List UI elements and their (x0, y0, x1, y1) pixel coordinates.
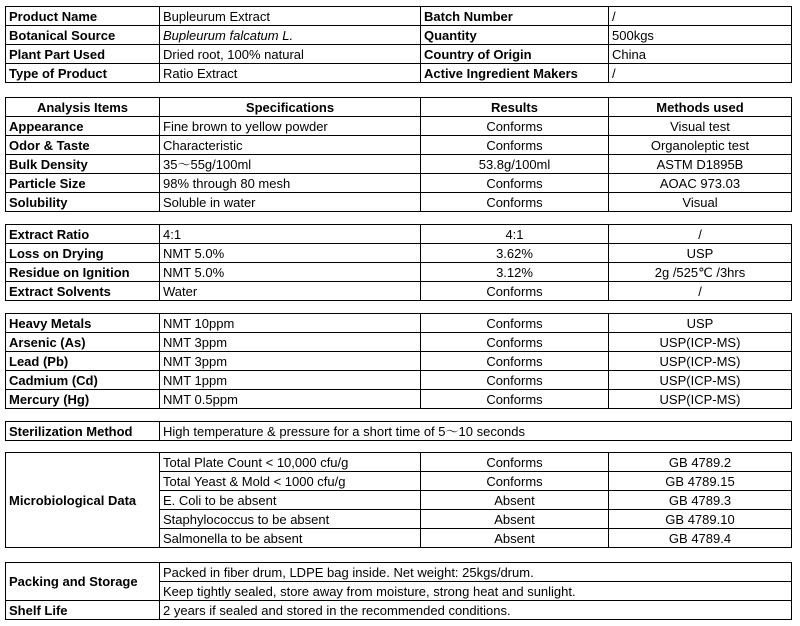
table-row (6, 282, 792, 301)
method: GB 4789.3 (609, 491, 792, 510)
result: 4:1 (421, 225, 609, 244)
result: 3.62% (421, 244, 609, 263)
table-row (6, 117, 792, 136)
header-results: Results (421, 98, 609, 117)
table-row (6, 453, 792, 472)
product-info-table (5, 6, 792, 83)
spec: NMT 5.0% (160, 244, 421, 263)
result: Conforms (421, 333, 609, 352)
method: USP(ICP-MS) (609, 333, 792, 352)
method: USP (609, 314, 792, 333)
spec: Staphylococcus to be absent (160, 510, 421, 529)
method: ASTM D1895B (609, 155, 792, 174)
item: Particle Size (6, 174, 160, 193)
method: GB 4789.10 (609, 510, 792, 529)
product-name-label: Product Name (6, 7, 160, 26)
spec: Total Yeast & Mold < 1000 cfu/g (160, 472, 421, 491)
microbiological-label: Microbiological Data (6, 453, 160, 548)
item: Loss on Drying (6, 244, 160, 263)
result: Absent (421, 491, 609, 510)
result: Absent (421, 529, 609, 548)
result: Conforms (421, 371, 609, 390)
item: Mercury (Hg) (6, 390, 160, 409)
item: Appearance (6, 117, 160, 136)
table-row (6, 422, 792, 441)
item: Heavy Metals (6, 314, 160, 333)
method: Visual test (609, 117, 792, 136)
product-type-value: Ratio Extract (160, 64, 421, 83)
result: 53.8g/100ml (421, 155, 609, 174)
microbiological-table (5, 452, 792, 548)
spec: NMT 0.5ppm (160, 390, 421, 409)
spec: NMT 5.0% (160, 263, 421, 282)
info-row (6, 26, 792, 45)
table-row (6, 136, 792, 155)
packing-table (5, 562, 792, 620)
method: USP(ICP-MS) (609, 352, 792, 371)
header-analysis-items: Analysis Items (6, 98, 160, 117)
result: Conforms (421, 136, 609, 155)
sterilization-label: Sterilization Method (6, 422, 160, 441)
table-row (6, 333, 792, 352)
table-row (6, 174, 792, 193)
table-row (6, 263, 792, 282)
table-row (6, 225, 792, 244)
result: Conforms (421, 390, 609, 409)
result: Conforms (421, 472, 609, 491)
header-methods: Methods used (609, 98, 792, 117)
item: Extract Ratio (6, 225, 160, 244)
analysis-table-1 (5, 97, 792, 212)
table-row (6, 371, 792, 390)
country-origin-label: Country of Origin (421, 45, 609, 64)
shelf-life-label: Shelf Life (6, 601, 160, 620)
table-row (6, 563, 792, 582)
spec: Soluble in water (160, 193, 421, 212)
info-row (6, 7, 792, 26)
analysis-table-2 (5, 224, 792, 301)
analysis-table-3 (5, 313, 792, 409)
method: / (609, 225, 792, 244)
plant-part-value: Dried root, 100% natural (160, 45, 421, 64)
spec: Characteristic (160, 136, 421, 155)
active-makers-value: / (609, 64, 792, 83)
result: 3.12% (421, 263, 609, 282)
spec: 35～55g/100ml (160, 155, 421, 174)
active-makers-label: Active Ingredient Makers (421, 64, 609, 83)
spec: NMT 10ppm (160, 314, 421, 333)
item: Arsenic (As) (6, 333, 160, 352)
table-row (6, 244, 792, 263)
spec: NMT 1ppm (160, 371, 421, 390)
item: Odor & Taste (6, 136, 160, 155)
result: Conforms (421, 174, 609, 193)
packing-line-2: Keep tightly sealed, store away from moisture, strong heat and sunlight. (160, 582, 792, 601)
method: Organoleptic test (609, 136, 792, 155)
batch-number-label: Batch Number (421, 7, 609, 26)
item: Cadmium (Cd) (6, 371, 160, 390)
result: Conforms (421, 314, 609, 333)
spec: Total Plate Count < 10,000 cfu/g (160, 453, 421, 472)
method: Visual (609, 193, 792, 212)
sterilization-value: High temperature & pressure for a short time of 5～10 seconds (160, 422, 792, 441)
table-row (6, 314, 792, 333)
product-type-label: Type of Product (6, 64, 160, 83)
method: GB 4789.15 (609, 472, 792, 491)
item: Bulk Density (6, 155, 160, 174)
table-row (6, 601, 792, 620)
spec: Salmonella to be absent (160, 529, 421, 548)
packing-label: Packing and Storage (6, 563, 160, 601)
batch-number-value: / (609, 7, 792, 26)
product-name-value: Bupleurum Extract (160, 7, 421, 26)
method: USP (609, 244, 792, 263)
method: USP(ICP-MS) (609, 390, 792, 409)
sterilization-table (5, 421, 792, 441)
country-origin-value: China (609, 45, 792, 64)
quantity-label: Quantity (421, 26, 609, 45)
method: AOAC 973.03 (609, 174, 792, 193)
spec: NMT 3ppm (160, 333, 421, 352)
info-row (6, 45, 792, 64)
result: Conforms (421, 117, 609, 136)
packing-line-1: Packed in fiber drum, LDPE bag inside. Net weight: 25kgs/drum. (160, 563, 792, 582)
method: 2g /525℃ /3hrs (609, 263, 792, 282)
header-row (6, 98, 792, 117)
table-row (6, 352, 792, 371)
spec: Water (160, 282, 421, 301)
spec: Fine brown to yellow powder (160, 117, 421, 136)
shelf-life-value: 2 years if sealed and stored in the recommended conditions. (160, 601, 792, 620)
method: USP(ICP-MS) (609, 371, 792, 390)
result: Conforms (421, 193, 609, 212)
result: Conforms (421, 453, 609, 472)
item: Residue on Ignition (6, 263, 160, 282)
spec: NMT 3ppm (160, 352, 421, 371)
info-row (6, 64, 792, 83)
item: Solubility (6, 193, 160, 212)
result: Conforms (421, 352, 609, 371)
header-specifications: Specifications (160, 98, 421, 117)
result: Conforms (421, 282, 609, 301)
item: Extract Solvents (6, 282, 160, 301)
method: GB 4789.4 (609, 529, 792, 548)
table-row (6, 155, 792, 174)
plant-part-label: Plant Part Used (6, 45, 160, 64)
spec: 4:1 (160, 225, 421, 244)
table-row (6, 390, 792, 409)
quantity-value: 500kgs (609, 26, 792, 45)
spec: 98% through 80 mesh (160, 174, 421, 193)
result: Absent (421, 510, 609, 529)
method: / (609, 282, 792, 301)
item: Lead (Pb) (6, 352, 160, 371)
method: GB 4789.2 (609, 453, 792, 472)
botanical-source-label: Botanical Source (6, 26, 160, 45)
botanical-source-value: Bupleurum falcatum L. (160, 26, 421, 45)
spec: E. Coli to be absent (160, 491, 421, 510)
table-row (6, 193, 792, 212)
